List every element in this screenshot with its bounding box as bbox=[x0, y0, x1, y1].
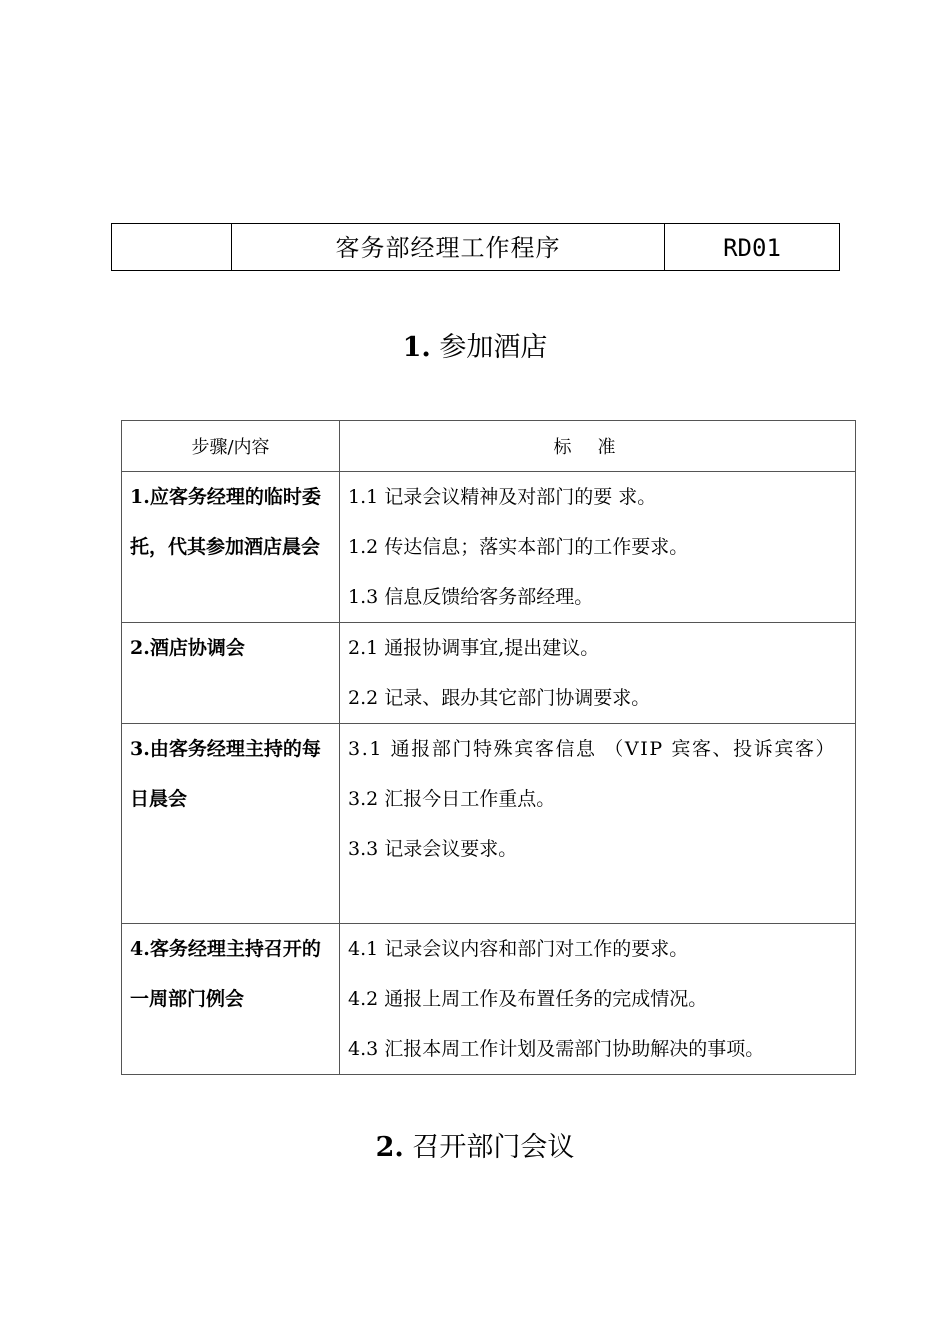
step-text: 4.客务经理主持召开的一周部门例会 bbox=[130, 938, 321, 1010]
header-left-cell bbox=[112, 224, 232, 271]
section-title: 参加酒店 bbox=[439, 332, 548, 363]
standard-item: 3.1 通报部门特殊宾客信息 （VIP 宾客、投诉宾客） bbox=[348, 738, 837, 760]
standard-item: 4.1 记录会议内容和部门对工作的要求。 bbox=[348, 938, 689, 960]
table-row bbox=[122, 623, 856, 724]
standard-item: 2.2 记录、跟办其它部门协调要求。 bbox=[348, 687, 651, 709]
step-text: 2.酒店协调会 bbox=[130, 637, 245, 659]
table-header-row bbox=[122, 421, 856, 472]
column-header-step: 步骤/内容 bbox=[122, 421, 340, 472]
step-text: 3.由客务经理主持的每日晨会 bbox=[130, 738, 321, 810]
section-heading-2 bbox=[0, 1130, 950, 1166]
standard-cell bbox=[340, 623, 856, 724]
step-cell bbox=[122, 472, 340, 623]
standard-item: 3.2 汇报今日工作重点。 bbox=[348, 788, 556, 810]
standard-cell bbox=[340, 472, 856, 623]
standard-item: 2.1 通报协调事宜,提出建议。 bbox=[348, 637, 600, 659]
table-row bbox=[122, 472, 856, 623]
standard-item: 4.3 汇报本周工作计划及需部门协助解决的事项。 bbox=[348, 1038, 765, 1060]
standard-item: 1.2 传达信息；落实本部门的工作要求。 bbox=[348, 536, 689, 558]
document-title: 客务部经理工作程序 bbox=[232, 224, 665, 271]
standard-cell bbox=[340, 724, 856, 924]
section-title: 召开部门会议 bbox=[412, 1132, 575, 1163]
header-row bbox=[112, 224, 840, 271]
standard-item: 1.3 信息反馈给客务部经理。 bbox=[348, 586, 594, 608]
procedure-table bbox=[121, 420, 856, 1075]
document-code: RD01 bbox=[665, 224, 840, 271]
table-row bbox=[122, 924, 856, 1075]
standard-item: 3.3 记录会议要求。 bbox=[348, 838, 518, 860]
step-text: 1.应客务经理的临时委托，代其参加酒店晨会 bbox=[130, 486, 321, 558]
table-row bbox=[122, 724, 856, 924]
standard-item: 4.2 通报上周工作及布置任务的完成情况。 bbox=[348, 988, 708, 1010]
column-header-standard: 标准 bbox=[340, 421, 856, 472]
standard-cell bbox=[340, 924, 856, 1075]
standard-item: 1.1 记录会议精神及对部门的要 求。 bbox=[348, 486, 657, 508]
header-table bbox=[111, 223, 840, 271]
section-heading-1 bbox=[0, 330, 950, 366]
step-cell bbox=[122, 623, 340, 724]
step-cell bbox=[122, 724, 340, 924]
section-number: 2. bbox=[375, 1132, 404, 1163]
section-number: 1. bbox=[402, 332, 431, 363]
step-cell bbox=[122, 924, 340, 1075]
